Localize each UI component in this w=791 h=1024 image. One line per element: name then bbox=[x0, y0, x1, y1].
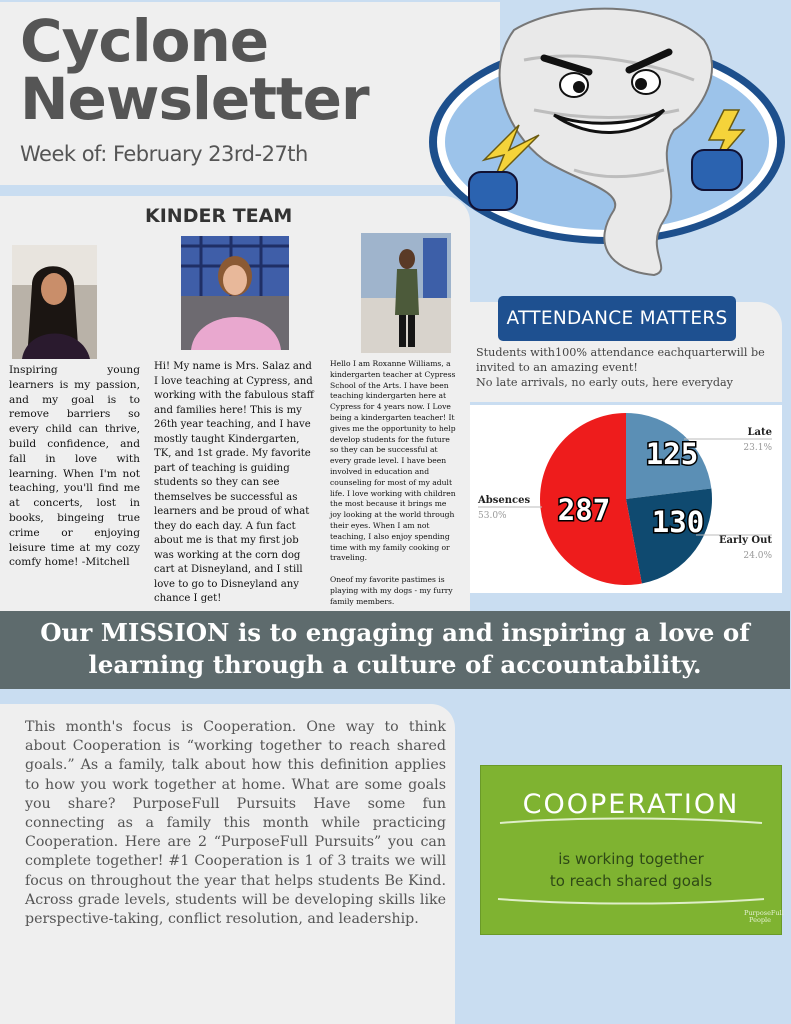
newsletter-title bbox=[20, 7, 460, 133]
attendance-chart-box bbox=[470, 405, 782, 593]
attendance-line-1: Students with100% attendance eachquarterwill be invited to an amazing event! bbox=[476, 346, 765, 374]
title-line-1: Cyclone bbox=[20, 7, 269, 75]
teacher-photo-williams bbox=[361, 233, 451, 353]
pie-value-late: 125 bbox=[645, 437, 699, 471]
pie-percent-absences: 53.0% bbox=[478, 511, 507, 521]
kinder-team-title: KINDER TEAM bbox=[145, 205, 293, 227]
attendance-line-2: No late arrivals, no early outs, here everyday bbox=[476, 376, 733, 389]
week-of-date: Week of: February 23rd-27th bbox=[20, 142, 308, 166]
title-line-2: Newsletter bbox=[20, 65, 369, 133]
logo-line-2: People bbox=[749, 916, 771, 924]
cyclone-mascot-logo bbox=[424, 0, 791, 280]
bio-williams-pastime: Oneof my favorite pastimes is playing with my dogs - my furry family members. bbox=[330, 575, 453, 606]
bio-mitchell: Inspiring young learners is my passion, and my goal is to remove barriers so every child can thrive, build confidence, and fall in love with learning. When I'm not teaching, you'll find me at concerts, lost in books, bingeing true crime or enjoying leisure time at my cozy comfy home! -Mitchell bbox=[9, 364, 140, 569]
pie-percent-late: 23.1% bbox=[743, 443, 772, 453]
mission-emphasis: MISSION bbox=[100, 618, 230, 647]
teacher-photo-salaz bbox=[181, 236, 289, 350]
mission-part-1: Our bbox=[40, 618, 101, 647]
focus-text: This month's focus is Cooperation. One way to think about Cooperation is “working together to reach shared goals.” As a family, talk about how this definition applies to how you work together at home. What are some goals you share? PurposeFull Pursuits Have some fun connecting as a family this month while practicing Cooperation. Here are 2 “PurposeFull Pursuits” you can complete together! #1 Cooperation is 1 of 3 traits we will focus on throughout the year that helps students Be Kind. Across grade levels, students will be developing skills like perspective-taking, conflict resolution, and leadership. bbox=[25, 719, 446, 928]
attendance-text bbox=[476, 345, 776, 390]
pie-value-absences: 287 bbox=[557, 493, 611, 527]
attendance-pie-chart bbox=[470, 405, 782, 593]
bio-williams: Hello I am Roxanne Williams, a kindergarten teacher at Cypress School of the Arts. I have been teaching kindergarten here at Cypress for 4 years now. I Love being a kindergarten teacher! It gives me the opportunity to help develop students for the future so they can be successful at every grade level. I have been involved in education and counseling for most of my adult life. I love working with children the most because it brings me joy looking at the world through their eyes. When I am not teaching, I also enjoy spending time with my family cooking or traveling. bbox=[330, 359, 456, 563]
cooperation-line-1: is working together bbox=[558, 850, 704, 868]
bio-salaz: Hi! My name is Mrs. Salaz and I love teaching at Cypress, and working with the fabulous staff and families here! This is my 26th year teaching, and I have mostly taught Kindergarten, TK, and 1st grade. My favorite part of teaching is guiding students so they can see themselves be successful as learners and be proud of what they do each day. A fun fact about me is that my first job was working at the corn dog cart at Disneyland, and I still love to go to Disneyland any chance I get! bbox=[154, 361, 314, 604]
cooperation-title: COOPERATION bbox=[522, 789, 740, 820]
pie-label-absences: Absences bbox=[478, 495, 531, 506]
attendance-banner: ATTENDANCE MATTERS bbox=[498, 296, 736, 341]
cooperation-definition bbox=[480, 848, 782, 892]
pie-label-late: Late bbox=[747, 427, 772, 438]
mission-part-2: is to engaging and inspiring a love of learning through a culture of accountability. bbox=[88, 618, 750, 679]
pie-percent-early-out: 24.0% bbox=[743, 551, 772, 561]
logo-line-1: PurposeFull bbox=[744, 909, 784, 917]
purposefull-people-logo bbox=[744, 909, 784, 924]
teacher-photo-mitchell bbox=[12, 245, 97, 359]
cooperation-line-2: to reach shared goals bbox=[549, 872, 713, 890]
pie-label-early-out: Early Out bbox=[718, 535, 772, 546]
pie-value-early-out: 130 bbox=[651, 505, 705, 539]
mission-statement bbox=[8, 617, 782, 681]
